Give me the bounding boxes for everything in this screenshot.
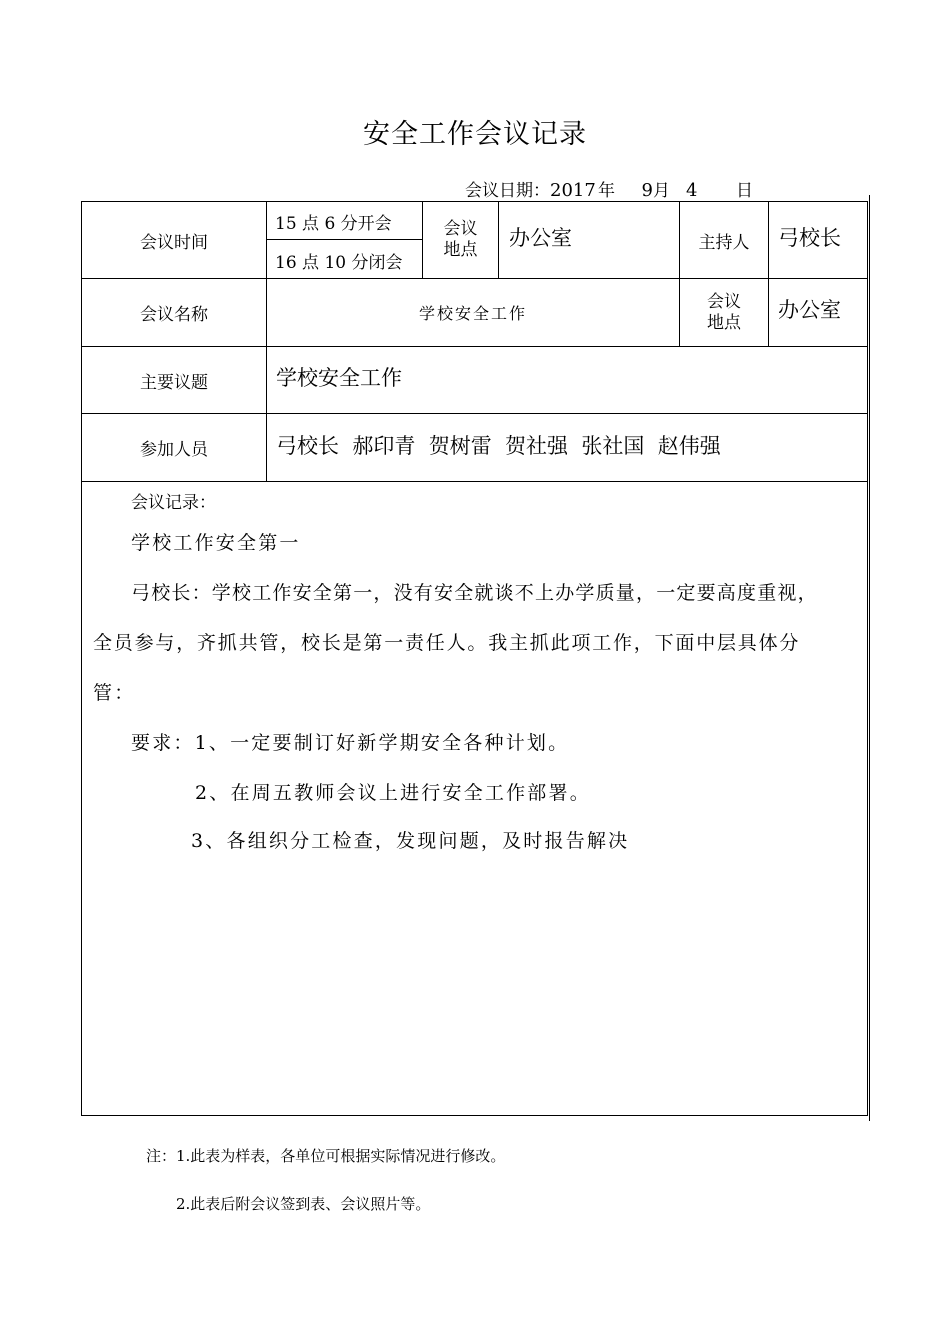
host-label: 主持人	[698, 232, 750, 253]
row-divider	[82, 481, 867, 482]
col-divider	[498, 202, 499, 278]
main-topic-value: 学校安全工作	[276, 366, 402, 390]
document-title: 安全工作会议记录	[363, 119, 587, 150]
col-divider	[768, 202, 769, 346]
meeting-name-value: 学校安全工作	[418, 304, 527, 323]
minutes-label: 会议记录：	[131, 493, 216, 513]
minutes-line: 管：	[93, 682, 136, 704]
date-year-unit: 年	[598, 181, 615, 201]
meeting-time-label: 会议时间	[140, 232, 208, 253]
minutes-line: 全员参与，齐抓共管，校长是第一责任人。我主抓此项工作，下面中层具体分	[93, 632, 801, 654]
frame-shadow-line	[869, 195, 870, 1121]
meeting-date	[465, 176, 753, 202]
date-month-unit: 月	[653, 181, 670, 201]
date-label: 会议日期：	[465, 181, 550, 201]
main-topic-label: 主要议题	[140, 372, 208, 393]
note-2: 2.此表后附会议签到表、会议照片等。	[176, 1195, 431, 1213]
minutes-line: 2、在周五教师会议上进行安全工作部署。	[195, 782, 591, 804]
minutes-line: 学校工作安全第一	[131, 532, 301, 554]
minutes-line: 要求：1、一定要制订好新学期安全各种计划。	[131, 732, 570, 754]
host-value: 弓校长	[778, 226, 841, 250]
minutes-line: 3、各组织分工检查，发现问题，及时报告解决	[191, 830, 630, 852]
date-year: 2017	[550, 181, 598, 202]
participants-value: 弓校长 郝印青 贺树雷 贺社强 张社国 赵伟强	[276, 434, 721, 458]
date-day: 4	[670, 181, 736, 202]
location2-label: 会议地点	[707, 291, 741, 333]
note-1: 注：1.此表为样表，各单位可根据实际情况进行修改。	[146, 1147, 506, 1165]
start-time: 15 点 6 分开会	[275, 214, 392, 234]
location-value: 办公室	[509, 226, 572, 250]
participants-label: 参加人员	[140, 440, 208, 460]
record-table	[81, 201, 868, 1116]
meeting-name-label: 会议名称	[140, 305, 208, 325]
end-time: 16 点 10 分闭会	[275, 253, 403, 273]
location2-value: 办公室	[778, 298, 841, 322]
minutes-line: 弓校长：学校工作安全第一，没有安全就谈不上办学质量，一定要高度重视，	[131, 582, 818, 604]
date-day-unit: 日	[736, 181, 753, 201]
time-divider	[267, 239, 422, 240]
date-month: 9	[615, 181, 653, 202]
location-label: 会议地点	[443, 219, 478, 260]
